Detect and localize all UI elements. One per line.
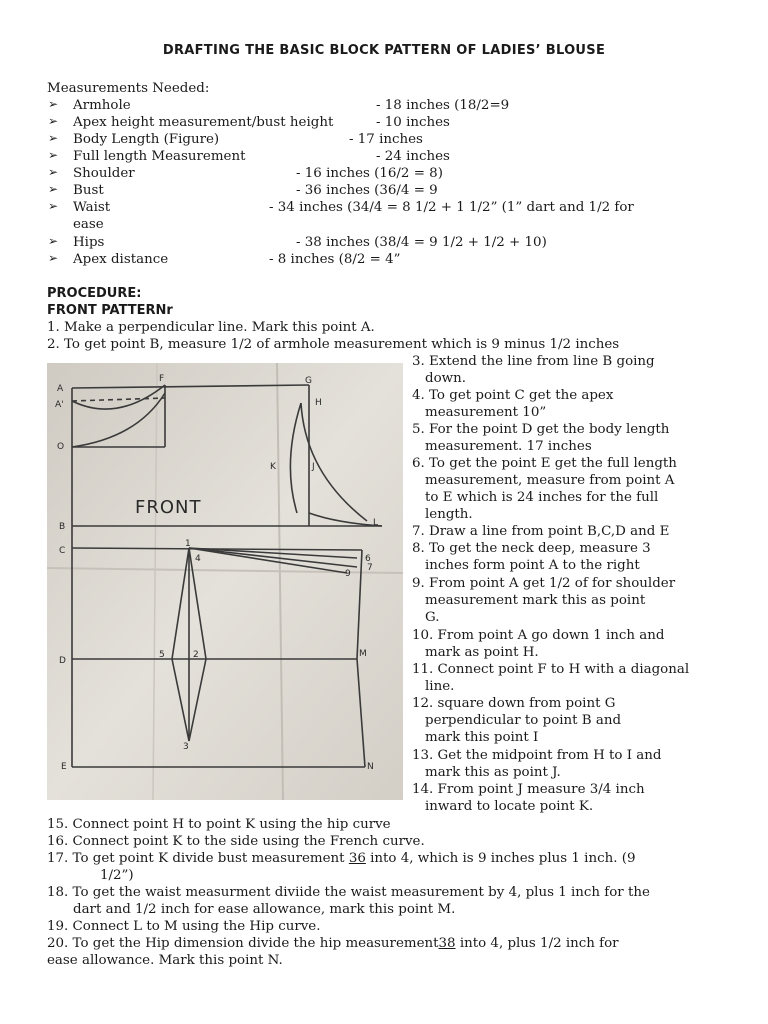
step-19: 19. Connect L to M using the Hip curve. bbox=[47, 919, 321, 934]
hip-value: 38 bbox=[438, 936, 456, 951]
measurement-label: Body Length (Figure) bbox=[73, 132, 220, 147]
measurement-label: Bust bbox=[73, 183, 104, 198]
measurement-value: - 8 inches (8/2 = 4” bbox=[269, 252, 401, 267]
front-pattern-photo bbox=[47, 363, 403, 800]
photo-point-label: O bbox=[57, 442, 65, 452]
photo-point-label: J bbox=[312, 462, 315, 472]
step-line: line. bbox=[425, 679, 455, 694]
step-line: measurement mark this as point bbox=[425, 593, 646, 608]
photo-point-label: 5 bbox=[159, 650, 165, 660]
step-16: 16. Connect point K to the side using the French curve. bbox=[47, 834, 425, 849]
photo-point-label: A' bbox=[55, 400, 64, 410]
step-line: measurement, measure from point A bbox=[425, 473, 675, 488]
step-text: into 4, plus 1/2 inch for bbox=[459, 936, 619, 951]
step-18-continued: dart and 1/2 inch for ease allowance, mark this point M. bbox=[73, 902, 456, 917]
bust-value: 36 bbox=[348, 851, 366, 866]
measurement-label: Full length Measurement bbox=[73, 149, 246, 164]
photo-point-label: D bbox=[59, 656, 66, 666]
measurement-value-continued: ease bbox=[73, 217, 104, 232]
step-20 bbox=[47, 935, 619, 952]
bullet-arrow-icon: ➢ bbox=[48, 97, 59, 111]
photo-point-label: E bbox=[61, 762, 67, 772]
procedure-heading: PROCEDURE: bbox=[47, 286, 142, 301]
photo-point-label: 6 bbox=[365, 554, 371, 564]
photo-front-label: FRONT bbox=[135, 497, 202, 518]
step-line: 13. Get the midpoint from H to I and bbox=[412, 748, 662, 763]
step-line: 3. Extend the line from line B going bbox=[412, 354, 655, 369]
photo-point-label: 3 bbox=[183, 742, 189, 752]
photo-point-label: A bbox=[57, 384, 64, 394]
step-line: mark as point H. bbox=[425, 645, 539, 660]
step-line: 5. For the point D get the body length bbox=[412, 422, 670, 437]
step-line: inches form point A to the right bbox=[425, 558, 640, 573]
photo-point-label: G bbox=[305, 376, 312, 386]
step-line: 4. To get point C get the apex bbox=[412, 388, 614, 403]
front-pattern-heading: FRONT PATTERNr bbox=[47, 303, 173, 318]
photo-point-label: N bbox=[367, 762, 374, 772]
pattern-drawing bbox=[47, 363, 403, 800]
step-text: 17. To get point K divide bust measurement bbox=[47, 851, 345, 866]
step-text: 20. To get the Hip dimension divide the hip measurement bbox=[47, 936, 439, 951]
measurement-value: - 36 inches (36/4 = 9 bbox=[296, 183, 438, 198]
step-line: 11. Connect point F to H with a diagonal bbox=[412, 662, 690, 677]
measurement-label: Apex distance bbox=[73, 252, 169, 267]
photo-point-label: 1 bbox=[185, 539, 191, 549]
bullet-arrow-icon: ➢ bbox=[48, 234, 59, 248]
photo-point-label: B bbox=[59, 522, 66, 532]
measurement-label: Hips bbox=[73, 235, 105, 250]
step-20-continued: ease allowance. Mark this point N. bbox=[47, 953, 283, 968]
photo-point-label: 2 bbox=[193, 650, 199, 660]
step-line: G. bbox=[425, 610, 440, 625]
measurement-value: - 10 inches bbox=[376, 115, 450, 130]
bullet-arrow-icon: ➢ bbox=[48, 131, 59, 145]
step-line: 7. Draw a line from point B,C,D and E bbox=[412, 524, 670, 539]
bullet-arrow-icon: ➢ bbox=[48, 165, 59, 179]
measurement-label: Apex height measurement/bust height bbox=[73, 115, 334, 130]
bullet-arrow-icon: ➢ bbox=[48, 148, 59, 162]
step-2: 2. To get point B, measure 1/2 of armhole measurement which is 9 minus 1/2 inches bbox=[47, 337, 620, 352]
bullet-arrow-icon: ➢ bbox=[48, 182, 59, 196]
step-line: inward to locate point K. bbox=[425, 799, 594, 814]
measurement-value: - 38 inches (38/4 = 9 1/2 + 1/2 + 10) bbox=[296, 235, 547, 250]
measurement-label: Waist bbox=[73, 200, 111, 215]
measurement-value: - 24 inches bbox=[376, 149, 450, 164]
photo-point-label: 9 bbox=[345, 569, 351, 579]
bullet-arrow-icon: ➢ bbox=[48, 199, 59, 213]
measurement-label: Shoulder bbox=[73, 166, 135, 181]
photo-point-label: M bbox=[359, 649, 367, 659]
step-18: 18. To get the waist measurment diviide the waist measurement by 4, plus 1 inch for the bbox=[47, 885, 650, 900]
step-line: to E which is 24 inches for the full bbox=[425, 490, 659, 505]
step-line: 14. From point J measure 3/4 inch bbox=[412, 782, 645, 797]
measurement-value: - 16 inches (16/2 = 8) bbox=[296, 166, 443, 181]
step-15: 15. Connect point H to point K using the hip curve bbox=[47, 817, 391, 832]
step-line: 9. From point A get 1/2 of for shoulder bbox=[412, 576, 676, 591]
photo-point-label: C bbox=[59, 546, 66, 556]
photo-point-label: 7 bbox=[367, 563, 373, 573]
step-line: measurement 10” bbox=[425, 405, 547, 420]
step-line: mark this as point J. bbox=[425, 765, 561, 780]
step-1: 1. Make a perpendicular line. Mark this point A. bbox=[47, 320, 375, 335]
step-line: down. bbox=[425, 371, 466, 386]
bullet-arrow-icon: ➢ bbox=[48, 114, 59, 128]
document-title: DRAFTING THE BASIC BLOCK PATTERN OF LADIES’ BLOUSE bbox=[162, 43, 606, 58]
step-line: length. bbox=[425, 507, 473, 522]
step-text: into 4, which is 9 inches plus 1 inch. (9 bbox=[370, 851, 636, 866]
bullet-arrow-icon: ➢ bbox=[48, 251, 59, 265]
measurement-value: - 17 inches bbox=[349, 132, 423, 147]
measurement-label: Armhole bbox=[73, 98, 131, 113]
step-line: perpendicular to point B and bbox=[425, 713, 622, 728]
step-line: 8. To get the neck deep, measure 3 bbox=[412, 541, 651, 556]
photo-point-label: F bbox=[159, 374, 165, 384]
photo-point-label: 4 bbox=[195, 554, 201, 564]
measurements-heading: Measurements Needed: bbox=[47, 81, 210, 96]
step-line: 12. square down from point G bbox=[412, 696, 616, 711]
photo-point-label: K bbox=[270, 462, 276, 472]
step-line: mark this point I bbox=[425, 730, 539, 745]
measurement-value: - 18 inches (18/2=9 bbox=[376, 98, 510, 113]
photo-point-label: H bbox=[315, 398, 322, 408]
photo-point-label: L bbox=[373, 518, 379, 528]
step-line: 6. To get the point E get the full length bbox=[412, 456, 677, 471]
step-line: 10. From point A go down 1 inch and bbox=[412, 628, 665, 643]
step-line: measurement. 17 inches bbox=[425, 439, 592, 454]
step-17 bbox=[47, 850, 635, 867]
step-17-continued: 1/2”) bbox=[100, 868, 134, 883]
measurement-value: - 34 inches (34/4 = 8 1/2 + 1 1/2” (1” dart and 1/2 for bbox=[269, 200, 634, 215]
